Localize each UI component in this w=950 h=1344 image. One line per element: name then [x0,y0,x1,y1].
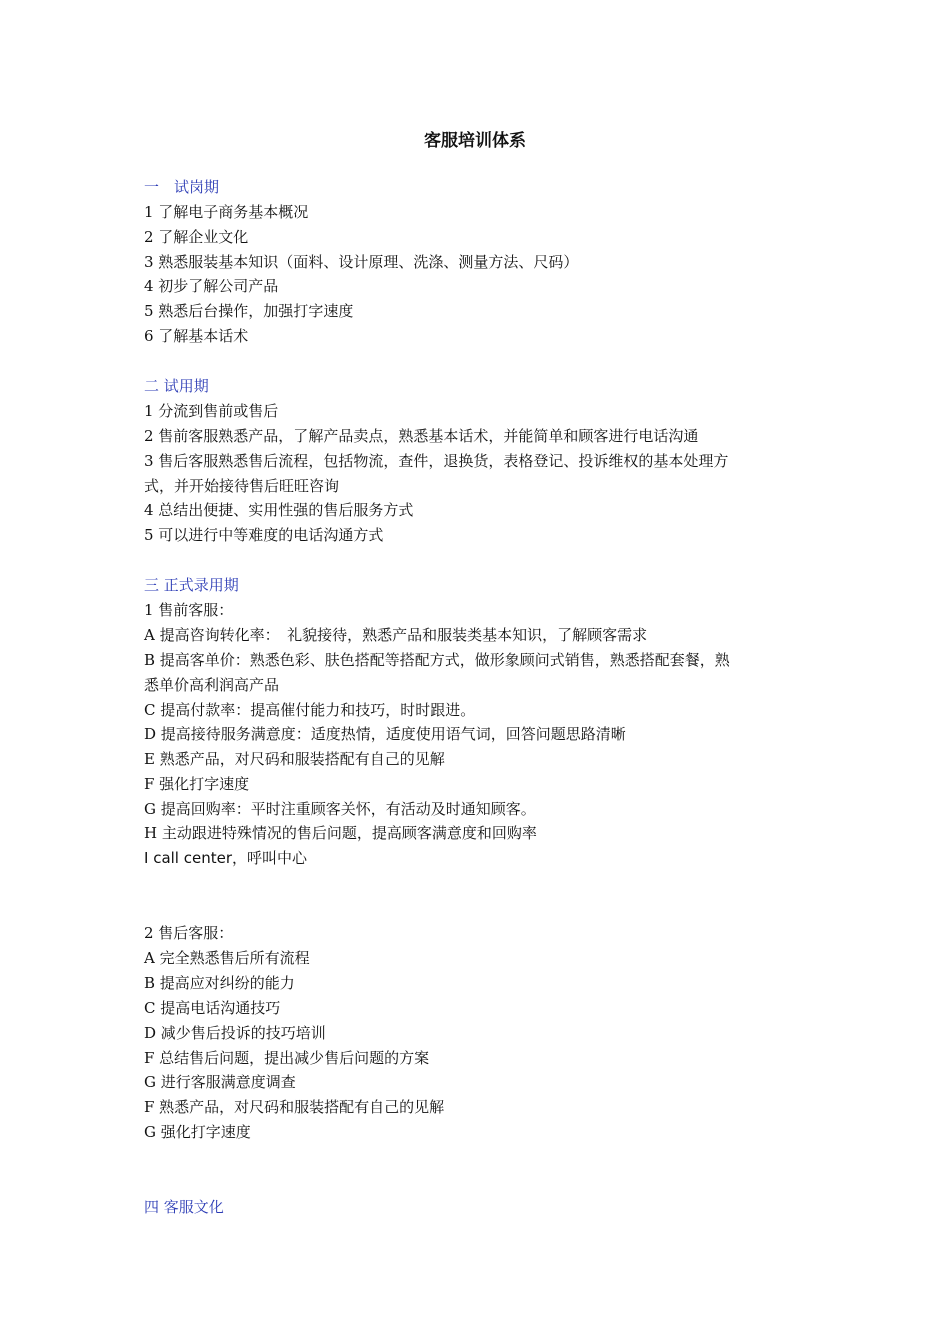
list-item: 3 熟悉服装基本知识（面料、设计原理、洗涤、测量方法、尺码） [144,253,579,271]
list-item: E 熟悉产品，对尺码和服装搭配有自己的见解 [144,750,445,768]
list-item: A 提高咨询转化率： 礼貌接待，熟悉产品和服装类基本知识，了解顾客需求 [144,626,648,644]
list-item: C 提高电话沟通技巧 [144,999,281,1017]
list-item: 悉单价高利润高产品 [144,676,280,694]
section-heading-probation: 二 试用期 [144,377,209,395]
list-item: F 总结售后问题，提出减少售后问题的方案 [144,1049,430,1067]
list-item: 3 售后客服熟悉售后流程，包括物流，查件，退换货，表格登记、投诉维权的基本处理方 [144,452,729,470]
list-item: A 完全熟悉售后所有流程 [144,949,310,967]
list-item: G 强化打字速度 [144,1123,251,1141]
document-title: 客服培训体系 [424,131,526,151]
list-item: 5 熟悉后台操作，加强打字速度 [144,302,354,320]
list-item: H 主动跟进特殊情况的售后问题，提高顾客满意度和回购率 [144,824,537,842]
subsection-label-aftersale: 2 售后客服： [144,924,234,942]
subsection-label-presale: 1 售前客服： [144,601,234,619]
list-item: C 提高付款率：提高催付能力和技巧，时时跟进。 [144,701,476,719]
list-item: 1 了解电子商务基本概况 [144,203,309,221]
section-heading-formal-hire: 三 正式录用期 [144,576,239,594]
section-heading-service-culture: 四 客服文化 [144,1198,224,1216]
list-item: 2 售前客服熟悉产品，了解产品卖点，熟悉基本话术，并能简单和顾客进行电话沟通 [144,427,699,445]
list-item: F 熟悉产品，对尺码和服装搭配有自己的见解 [144,1098,445,1116]
list-item: G 进行客服满意度调查 [144,1073,296,1091]
list-item: B 提高应对纠纷的能力 [144,974,295,992]
list-item: D 提高接待服务满意度：适度热情，适度使用语气词，回答问题思路清晰 [144,725,626,743]
list-item: 4 总结出便捷、实用性强的售后服务方式 [144,501,414,519]
list-item: 6 了解基本话术 [144,327,249,345]
list-item-call-center [144,846,307,871]
list-item: B 提高客单价：熟悉色彩、肤色搭配等搭配方式，做形象顾问式销售，熟悉搭配套餐，熟 [144,651,730,669]
list-item: D 减少售后投诉的技巧培训 [144,1024,326,1042]
call-center-suffix: ，呼叫中心 [232,849,308,867]
list-item: F 强化打字速度 [144,775,250,793]
list-item: G 提高回购率：平时注重顾客关怀，有活动及时通知顾客。 [144,800,536,818]
list-item: 4 初步了解公司产品 [144,277,279,295]
list-item: 5 可以进行中等难度的电话沟通方式 [144,526,384,544]
list-item: 1 分流到售前或售后 [144,402,279,420]
section-heading-trial-post: 一 试岗期 [144,178,220,196]
list-item: 式，并开始接待售后旺旺咨询 [144,477,340,495]
list-item: 2 了解企业文化 [144,228,249,246]
call-center-label: I call center [144,849,232,867]
